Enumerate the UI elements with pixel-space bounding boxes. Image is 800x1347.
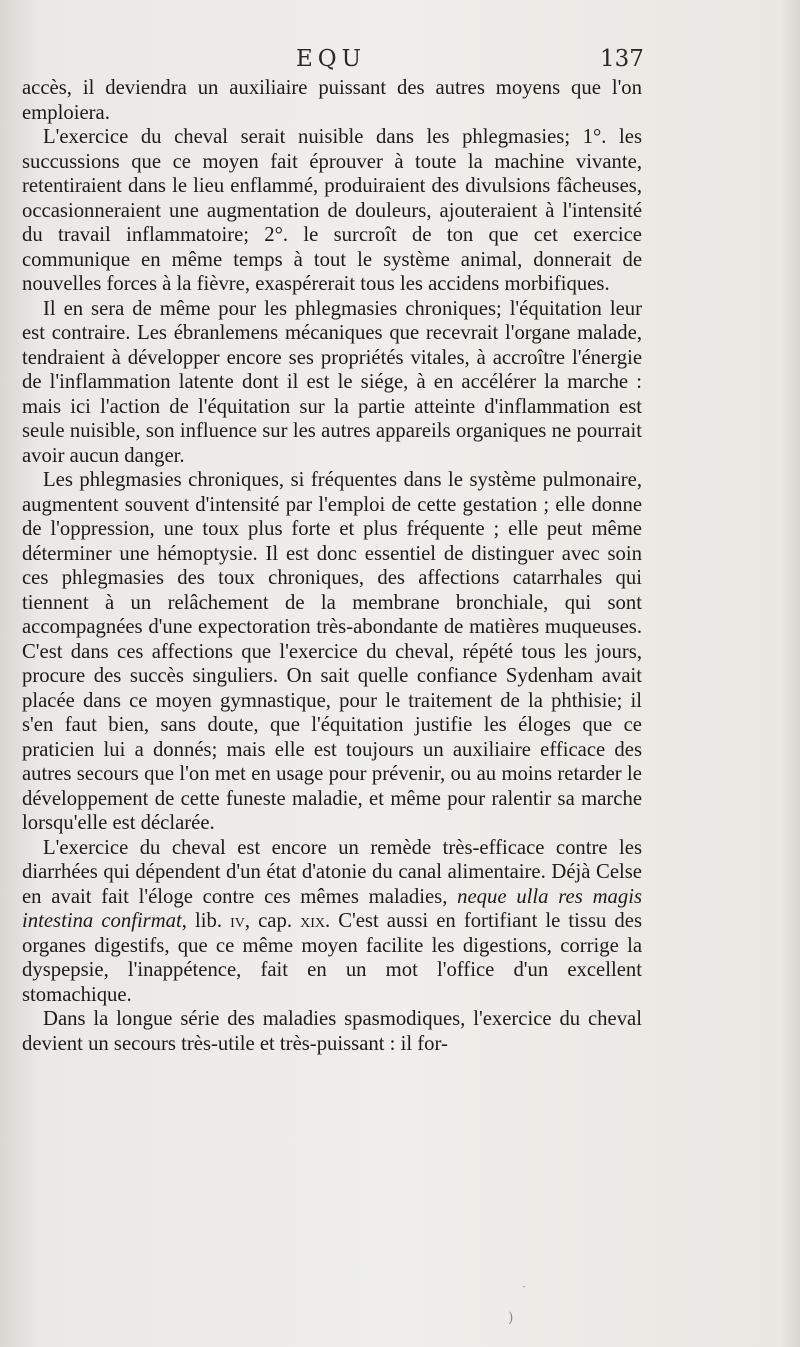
paragraph-text: L'exercice du cheval est encore un remède très-efficace contre les diarrhées qui dépendent d'un état d'atonie du canal alimentaire. Déjà Celse en avait fait l'éloge contre ces mêmes maladies, xyxy=(22,836,642,908)
book-reference: iv xyxy=(230,910,245,932)
paragraph xyxy=(22,836,642,1008)
page-header xyxy=(0,46,800,76)
paragraph: Dans la longue série des maladies spasmodiques, l'exercice du cheval devient un secours très-utile et très-puissant : il for- xyxy=(22,1008,642,1055)
paragraph-text: , lib. xyxy=(181,910,231,932)
paragraph: L'exercice du cheval serait nuisible dans les phlegmasies; 1°. les succussions que ce moyen fait éprouver à toute la machine vivante, retentiraient dans le lieu enflammé, produiraient des divulsions fâcheuses, occasionneraient une augmentation de douleurs, ajouteraient à l'intensité du travail inflammatoire; 2°. le surcroît de ton que cet exercice communique en même temps à tout le système animal, donnerait de nouvelles forces à la fièvre, exaspérerait tous les accidens morbifiques. xyxy=(22,126,642,295)
running-head: EQU xyxy=(296,46,367,72)
paragraph: Il en sera de même pour les phlegmasies chroniques; l'équitation leur est contraire. Les ébranlemens mécaniques que recevrait l'organe malade, tendraient à développer encore ses propriétés vitales, à accroître l'énergie de l'inflammation latente dont il est le siége, à en accélérer la marche : mais ici l'action de l'équitation sur la partie atteinte d'inflammation est seule nuisible, son influence sur les autres appareils organiques ne pourrait avoir aucun danger. xyxy=(22,297,642,467)
latin-quotation: neque ulla res magis intestina confirmat xyxy=(22,885,642,932)
page-number: 137 xyxy=(600,46,644,72)
chapter-reference: xix xyxy=(300,910,325,932)
body-text xyxy=(22,76,642,1056)
paragraph: Les phlegmasies chroniques, si fréquentes dans le système pulmonaire, augmentent souvent d'intensité par l'emploi de cette gestation ; elle donne de l'oppression, une toux plus forte et plus fréquente ; elle peut même déterminer une hémoptysie. Il est donc essentiel de distinguer avec soin ces phlegmasies des toux chroniques, des affections catarrhales qui tiennent à un relâchement de la membrane bronchiale, qui sont accompagnées d'une expectoration très-abondante de matières muqueuses. C'est dans ces affections que l'exercice du cheval, répété tous les jours, procure des succès singuliers. On sait quelle confiance Sydenham avait placée dans ce moyen gymnastique, pour le traitement de la phthisie; il s'en faut bien, sans doute, que l'équitation justifie les éloges que ce praticien lui a donnés; mais elle est toujours un auxiliaire efficace des autres secours que l'on met en usage pour prévenir, ou au moins retarder le développement de cette funeste maladie, et même pour ralentir sa marche lorsqu'elle est déclarée. xyxy=(22,469,642,834)
paragraph-text: . C'est aussi en fortifiant le tissu des organes digestifs, que ce même moyen facilite les digestions, corrige la dyspepsie, l'inappétence, fait en un mot l'office d'un excellent stomachique. xyxy=(22,910,642,1006)
paper-speck: · xyxy=(522,1280,526,1294)
paragraph-text: , cap. xyxy=(244,910,301,932)
paper-speck: ) xyxy=(508,1310,514,1326)
paragraph: accès, il deviendra un auxiliaire puissant des autres moyens que l'on emploiera. xyxy=(22,77,642,124)
